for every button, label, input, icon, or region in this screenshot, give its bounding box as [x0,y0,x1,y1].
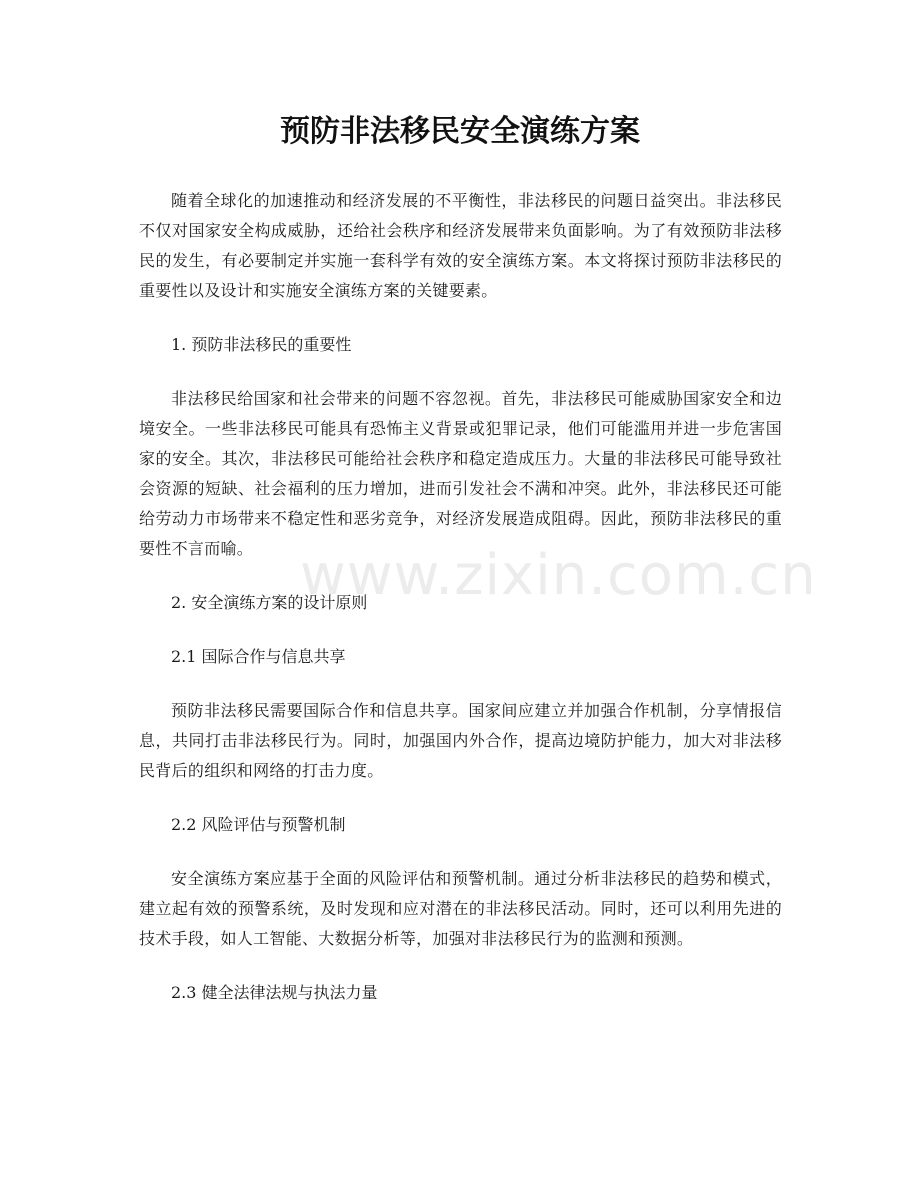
subsection-2-1-paragraph: 预防非法移民需要国际合作和信息共享。国家间应建立并加强合作机制，分享情报信息，共同打击非法移民行为。同时，加强国内外合作，提高边境防护能力，加大对非法移民背后的组织和网络的打击力度。 [139,701,782,780]
document-title: 预防非法移民安全演练方案 [280,114,640,149]
subsection-heading-2-3: 2.3 健全法律法规与执法力量 [171,983,378,1002]
spacer [139,360,782,384]
section-heading-1: 1. 预防非法移民的重要性 [171,335,352,354]
spacer [139,786,782,810]
intro-paragraph: 随着全球化的加速推动和经济发展的不平衡性，非法移民的问题日益突出。非法移民不仅对国家安全构成威胁，还给社会秩序和经济发展带来负面影响。为了有效预防非法移民的发生，有必要制定并实施一套科学有效的安全演练方案。本文将探讨预防非法移民的重要性以及设计和实施安全演练方案的关键要素。 [139,191,782,300]
spacer [139,840,782,864]
spacer [139,564,782,588]
subsection-2-2-paragraph: 安全演练方案应基于全面的风险评估和预警机制。通过分析非法移民的趋势和模式，建立起有效的预警系统，及时发现和应对潜在的非法移民活动。同时，还可以利用先进的技术手段，如人工智能、大数据分析等，加强对非法移民行为的监测和预测。 [139,869,782,948]
section-1-paragraph: 非法移民给国家和社会带来的问题不容忽视。首先，非法移民可能威胁国家安全和边境安全。一些非法移民可能具有恐怖主义背景或犯罪记录，他们可能滥用并进一步危害国家的安全。其次，非法移民可能给社会秩序和稳定造成压力。大量的非法移民可能导致社会资源的短缺、社会福利的压力增加，进而引发社会不满和冲突。此外，非法移民还可能给劳动力市场带来不稳定性和恶劣竞争，对经济发展造成阻碍。因此，预防非法移民的重要性不言而喻。 [139,389,782,558]
watermark-text: www.zixin.com.cn [300,543,817,608]
spacer [139,672,782,696]
spacer [139,306,782,330]
section-heading-2: 2. 安全演练方案的设计原则 [171,593,368,612]
subsection-heading-2-1: 2.1 国际合作与信息共享 [171,647,346,666]
spacer [139,954,782,978]
subsection-heading-2-2: 2.2 风险评估与预警机制 [171,815,346,834]
spacer [139,618,782,642]
document-body [139,186,782,1008]
